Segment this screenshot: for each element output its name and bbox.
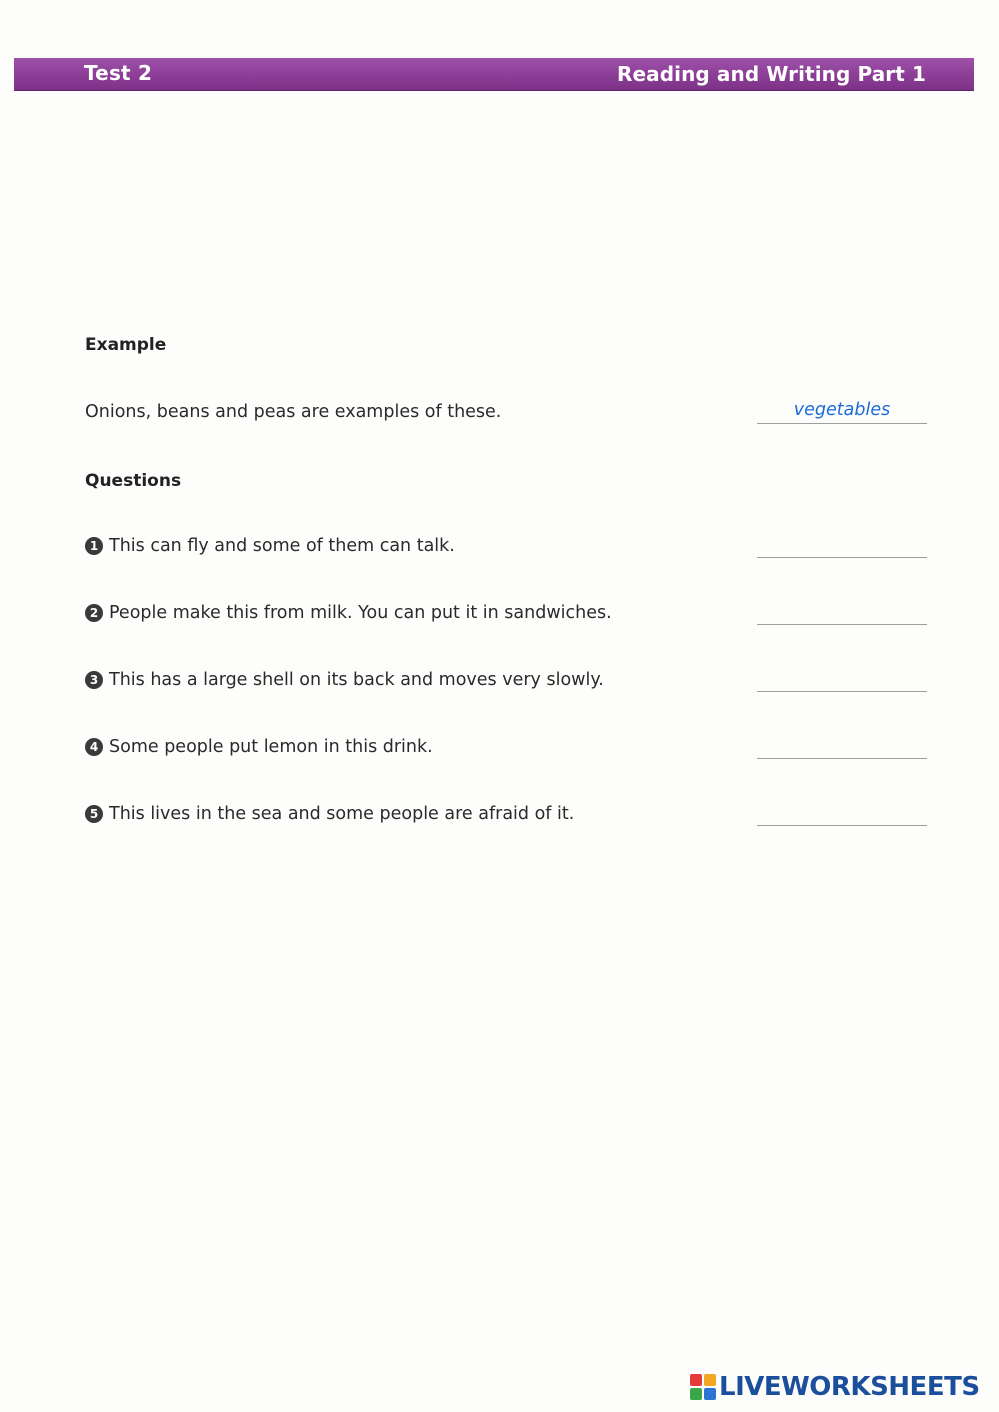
answer-line: [757, 691, 927, 692]
question-item: [85, 801, 927, 829]
question-text: This has a large shell on its back and moves very slowly.: [109, 670, 604, 690]
answer-input-1[interactable]: [757, 533, 927, 557]
example-answer-line: [757, 423, 927, 424]
example-heading: Example: [85, 335, 167, 355]
answer-line: [757, 825, 927, 826]
answer-input-5[interactable]: [757, 801, 927, 825]
header-bar: [14, 58, 974, 90]
question-number-badge: 5: [85, 805, 103, 823]
answer-line: [757, 758, 927, 759]
answer-line: [757, 557, 927, 558]
question-text: Some people put lemon in this drink.: [109, 737, 433, 757]
question-item: [85, 734, 927, 762]
question-text: People make this from milk. You can put it in sandwiches.: [109, 603, 612, 623]
question-item: [85, 533, 927, 561]
brand-name: LIVEWORKSHEETS: [719, 1372, 980, 1402]
liveworksheets-logo-icon: [690, 1374, 716, 1400]
answer-input-4[interactable]: [757, 734, 927, 758]
question-text: This can fly and some of them can talk.: [109, 536, 455, 556]
question-number-badge: 3: [85, 671, 103, 689]
answer-input-2[interactable]: [757, 600, 927, 624]
question-item: [85, 667, 927, 695]
answer-line: [757, 624, 927, 625]
questions-heading: Questions: [85, 471, 182, 491]
test-label: Test 2: [84, 61, 153, 85]
question-text: This lives in the sea and some people are afraid of it.: [109, 804, 575, 824]
question-number-badge: 4: [85, 738, 103, 756]
answer-input-3[interactable]: [757, 667, 927, 691]
example-item: [85, 399, 927, 427]
question-item: [85, 600, 927, 628]
question-number-badge: 2: [85, 604, 103, 622]
example-text: Onions, beans and peas are examples of these.: [85, 402, 502, 422]
example-answer: vegetables: [793, 400, 891, 420]
liveworksheets-logo[interactable]: [690, 1372, 980, 1402]
section-title: Reading and Writing Part 1: [616, 62, 926, 86]
question-number-badge: 1: [85, 537, 103, 555]
